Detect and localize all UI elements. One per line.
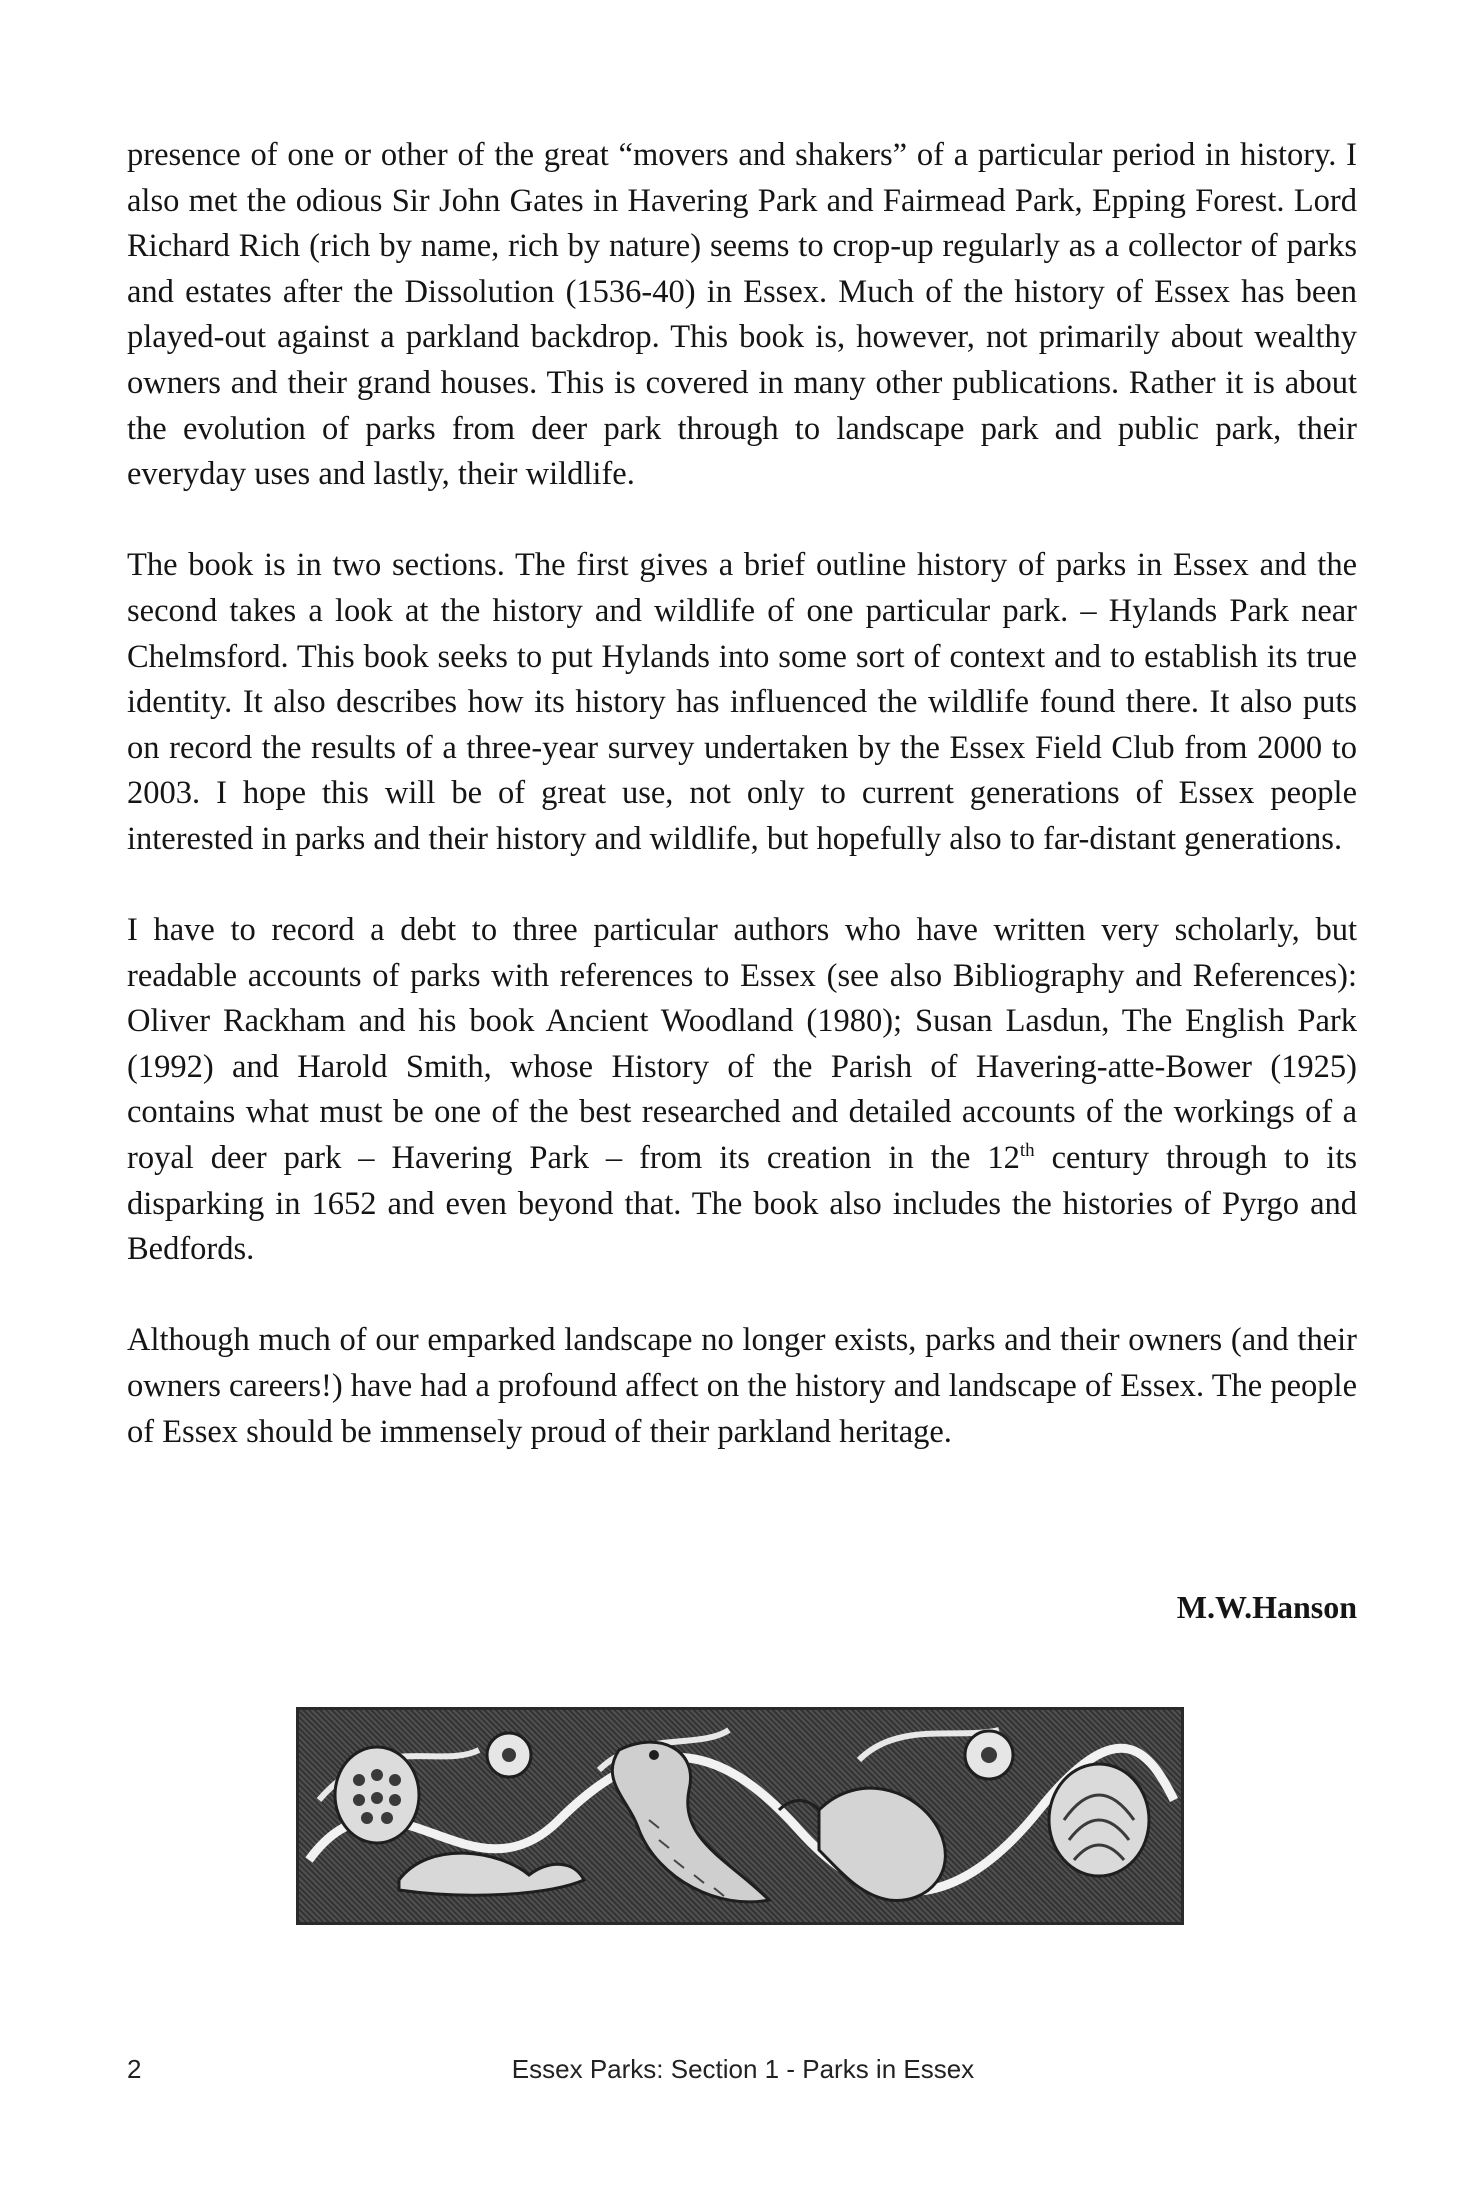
paragraph-3-text-a: I have to record a debt to three particular authors who have written very scholarly, but readable accounts of parks with references to Essex (see also Bibliography and References): Oliver Rackham and his book Ancient Woodland (1980); Susan Lasdun, The English Park (1992) and Harold Smith, whose History of the Parish of Havering-atte-Bower (1925) contains what must be one of the best researched and detailed accounts of the workings of a royal deer park – Havering Park – from its creation in the 12: [127, 912, 1357, 1177]
paragraph-4: Although much of our emparked landscape no longer exists, parks and their owners (and their owners careers!) have had a profound affect on the history and landscape of Essex. The people of Essex should be immensely proud of their parkland heritage.: [127, 1322, 1357, 1450]
running-title: Essex Parks: Section 1 - Parks in Essex: [511, 2054, 975, 2084]
paragraph-1: presence of one or other of the great “movers and shakers” of a particular period in history. I also met the odious Sir John Gates in Havering Park and Fairmead Park, Epping Forest. Lord Richard Rich (rich by name, rich by nature) seems to crop-up regularly as a collector of parks and estates after the Dissolution (1536-40) in Essex. Much of the history of Essex has been played-out against a parkland backdrop. This book is, however, not primarily about wealthy owners and their grand houses. This is covered in many other publications. Rather it is about the evolution of parks from deer park through to landscape park and public park, their everyday uses and lastly, their wildlife.: [127, 137, 1357, 493]
author-signature: M.W.Hanson: [1176, 1589, 1357, 1625]
paragraph-3: [127, 908, 1357, 1273]
woodcut-illustration: [299, 1710, 1181, 1922]
paragraph-3-text-b: century through to its disparking in 1652 and even beyond that. The book also includes the histories of Pyrgo and Bedfords.: [127, 1140, 1357, 1268]
paragraph-2: The book is in two sections. The first gives a brief outline history of parks in Essex and the second takes a look at the history and wildlife of one particular park. – Hylands Park near Chelmsford. This book seeks to put Hylands into some sort of context and to establish its true identity. It also describes how its history has influenced the wildlife found there. It also puts on record the results of a three-year survey undertaken by the Essex Field Club from 2000 to 2003. I hope this will be of great use, not only to current generations of Essex people interested in parks and their history and wildlife, but hopefully also to far-distant generations.: [127, 547, 1357, 857]
page-number: 2: [127, 2054, 142, 2084]
decorative-woodcut-border: [296, 1707, 1184, 1925]
body-text: [127, 133, 1357, 1501]
ordinal-superscript: th: [1019, 1140, 1035, 1162]
